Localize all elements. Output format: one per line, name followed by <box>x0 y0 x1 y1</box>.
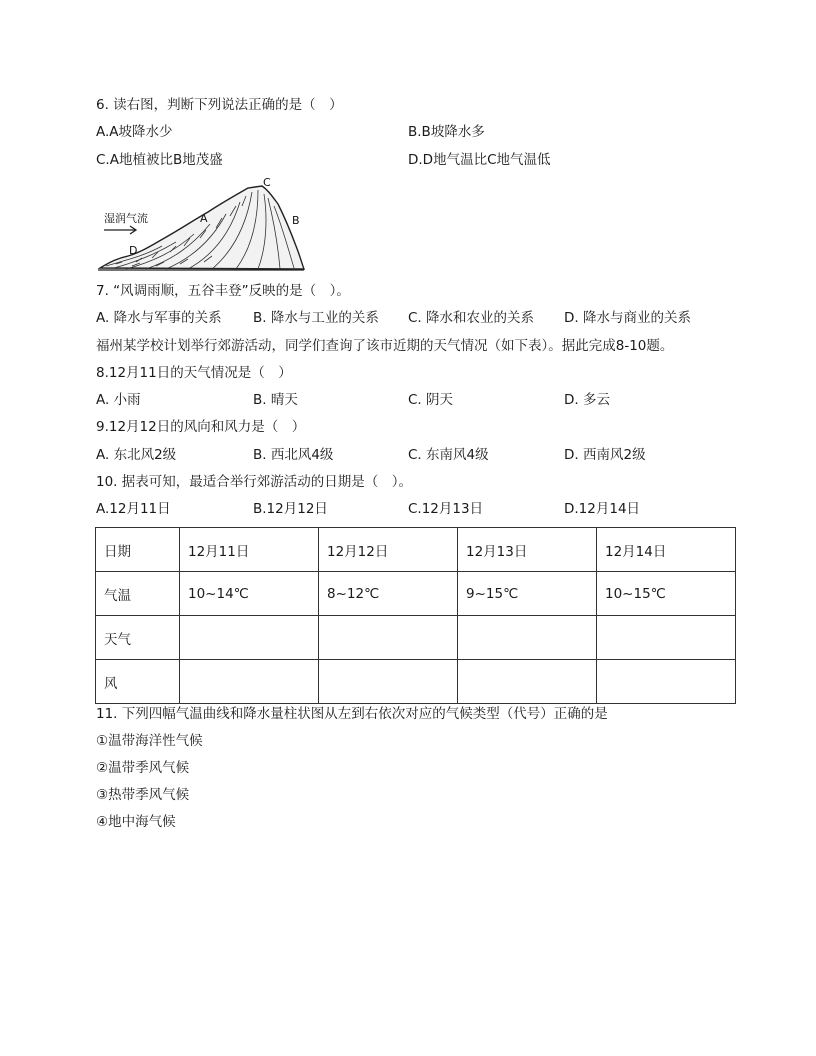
q10-option-a: A.12月11日 <box>96 501 171 517</box>
table-cell <box>180 660 319 704</box>
q9-option-c: C. 东南风4级 <box>408 447 489 463</box>
point-c-label: C <box>263 176 271 189</box>
q10-stem: 10. 据表可知，最适合举行郊游活动的日期是（ ）。 <box>96 474 413 490</box>
q11-item-4: ④地中海气候 <box>96 814 176 830</box>
table-row <box>96 616 736 660</box>
table-cell: 10~14℃ <box>180 572 319 616</box>
q8-option-c: C. 阴天 <box>408 392 454 408</box>
q8-option-b: B. 晴天 <box>253 392 298 408</box>
table-cell <box>180 616 319 660</box>
table-cell <box>458 660 597 704</box>
q6-option-d: D.D地气温比C地气温低 <box>408 152 551 168</box>
table-cell: 8~12℃ <box>319 572 458 616</box>
q7-option-c: C. 降水和农业的关系 <box>408 310 535 326</box>
q7-stem: 7. “风调雨顺，五谷丰登”反映的是（ ）。 <box>96 283 350 299</box>
weather-table <box>95 527 736 704</box>
q10-option-c: C.12月13日 <box>408 501 484 517</box>
table-cell: 天气 <box>96 616 180 660</box>
q11-item-1: ①温带海洋性气候 <box>96 733 203 749</box>
table-cell: 日期 <box>96 528 180 572</box>
intro-8-10: 福州某学校计划举行郊游活动，同学们查询了该市近期的天气情况（如下表）。据此完成8-10题。 <box>96 338 674 354</box>
q9-stem: 9.12月12日的风向和风力是（ ） <box>96 419 306 435</box>
table-cell: 9~15℃ <box>458 572 597 616</box>
q7-option-b: B. 降水与工业的关系 <box>253 310 379 326</box>
table-cell <box>319 660 458 704</box>
point-b-label: B <box>292 214 300 227</box>
q11-item-2: ②温带季风气候 <box>96 760 190 776</box>
q11-stem: 11. 下列四幅气温曲线和降水量柱状图从左到右依次对应的气候类型（代号）正确的是 <box>96 706 608 722</box>
table-cell: 12月13日 <box>458 528 597 572</box>
q9-option-a: A. 东北风2级 <box>96 447 177 463</box>
point-d-label: D <box>129 244 138 257</box>
q8-option-d: D. 多云 <box>564 392 610 408</box>
table-cell <box>319 616 458 660</box>
table-row <box>96 660 736 704</box>
q10-option-b: B.12月12日 <box>253 501 328 517</box>
q6-option-c: C.A地植被比B地茂盛 <box>96 152 223 168</box>
table-cell: 风 <box>96 660 180 704</box>
q6-option-a: A.A坡降水少 <box>96 124 173 140</box>
q11-item-3: ③热带季风气候 <box>96 787 190 803</box>
table-cell <box>458 616 597 660</box>
point-a-label: A <box>200 212 208 225</box>
q6-option-b: B.B坡降水多 <box>408 124 485 140</box>
q7-option-a: A. 降水与军事的关系 <box>96 310 222 326</box>
q9-option-d: D. 西南风2级 <box>564 447 646 463</box>
q10-option-d: D.12月14日 <box>564 501 641 517</box>
table-cell <box>597 660 736 704</box>
airflow-label: 湿润气流 <box>104 212 148 225</box>
table-cell <box>597 616 736 660</box>
q6-stem: 6. 读右图，判断下列说法正确的是（ ） <box>96 97 343 113</box>
table-cell: 12月11日 <box>180 528 319 572</box>
q7-option-d: D. 降水与商业的关系 <box>564 310 691 326</box>
table-row <box>96 528 736 572</box>
table-cell: 气温 <box>96 572 180 616</box>
mountain-figure <box>96 176 306 272</box>
table-cell: 10~15℃ <box>597 572 736 616</box>
table-cell: 12月12日 <box>319 528 458 572</box>
airflow-arrow <box>104 226 136 234</box>
q9-option-b: B. 西北风4级 <box>253 447 334 463</box>
table-row <box>96 572 736 616</box>
table-cell: 12月14日 <box>597 528 736 572</box>
q8-option-a: A. 小雨 <box>96 392 141 408</box>
q8-stem: 8.12月11日的天气情况是（ ） <box>96 365 292 381</box>
